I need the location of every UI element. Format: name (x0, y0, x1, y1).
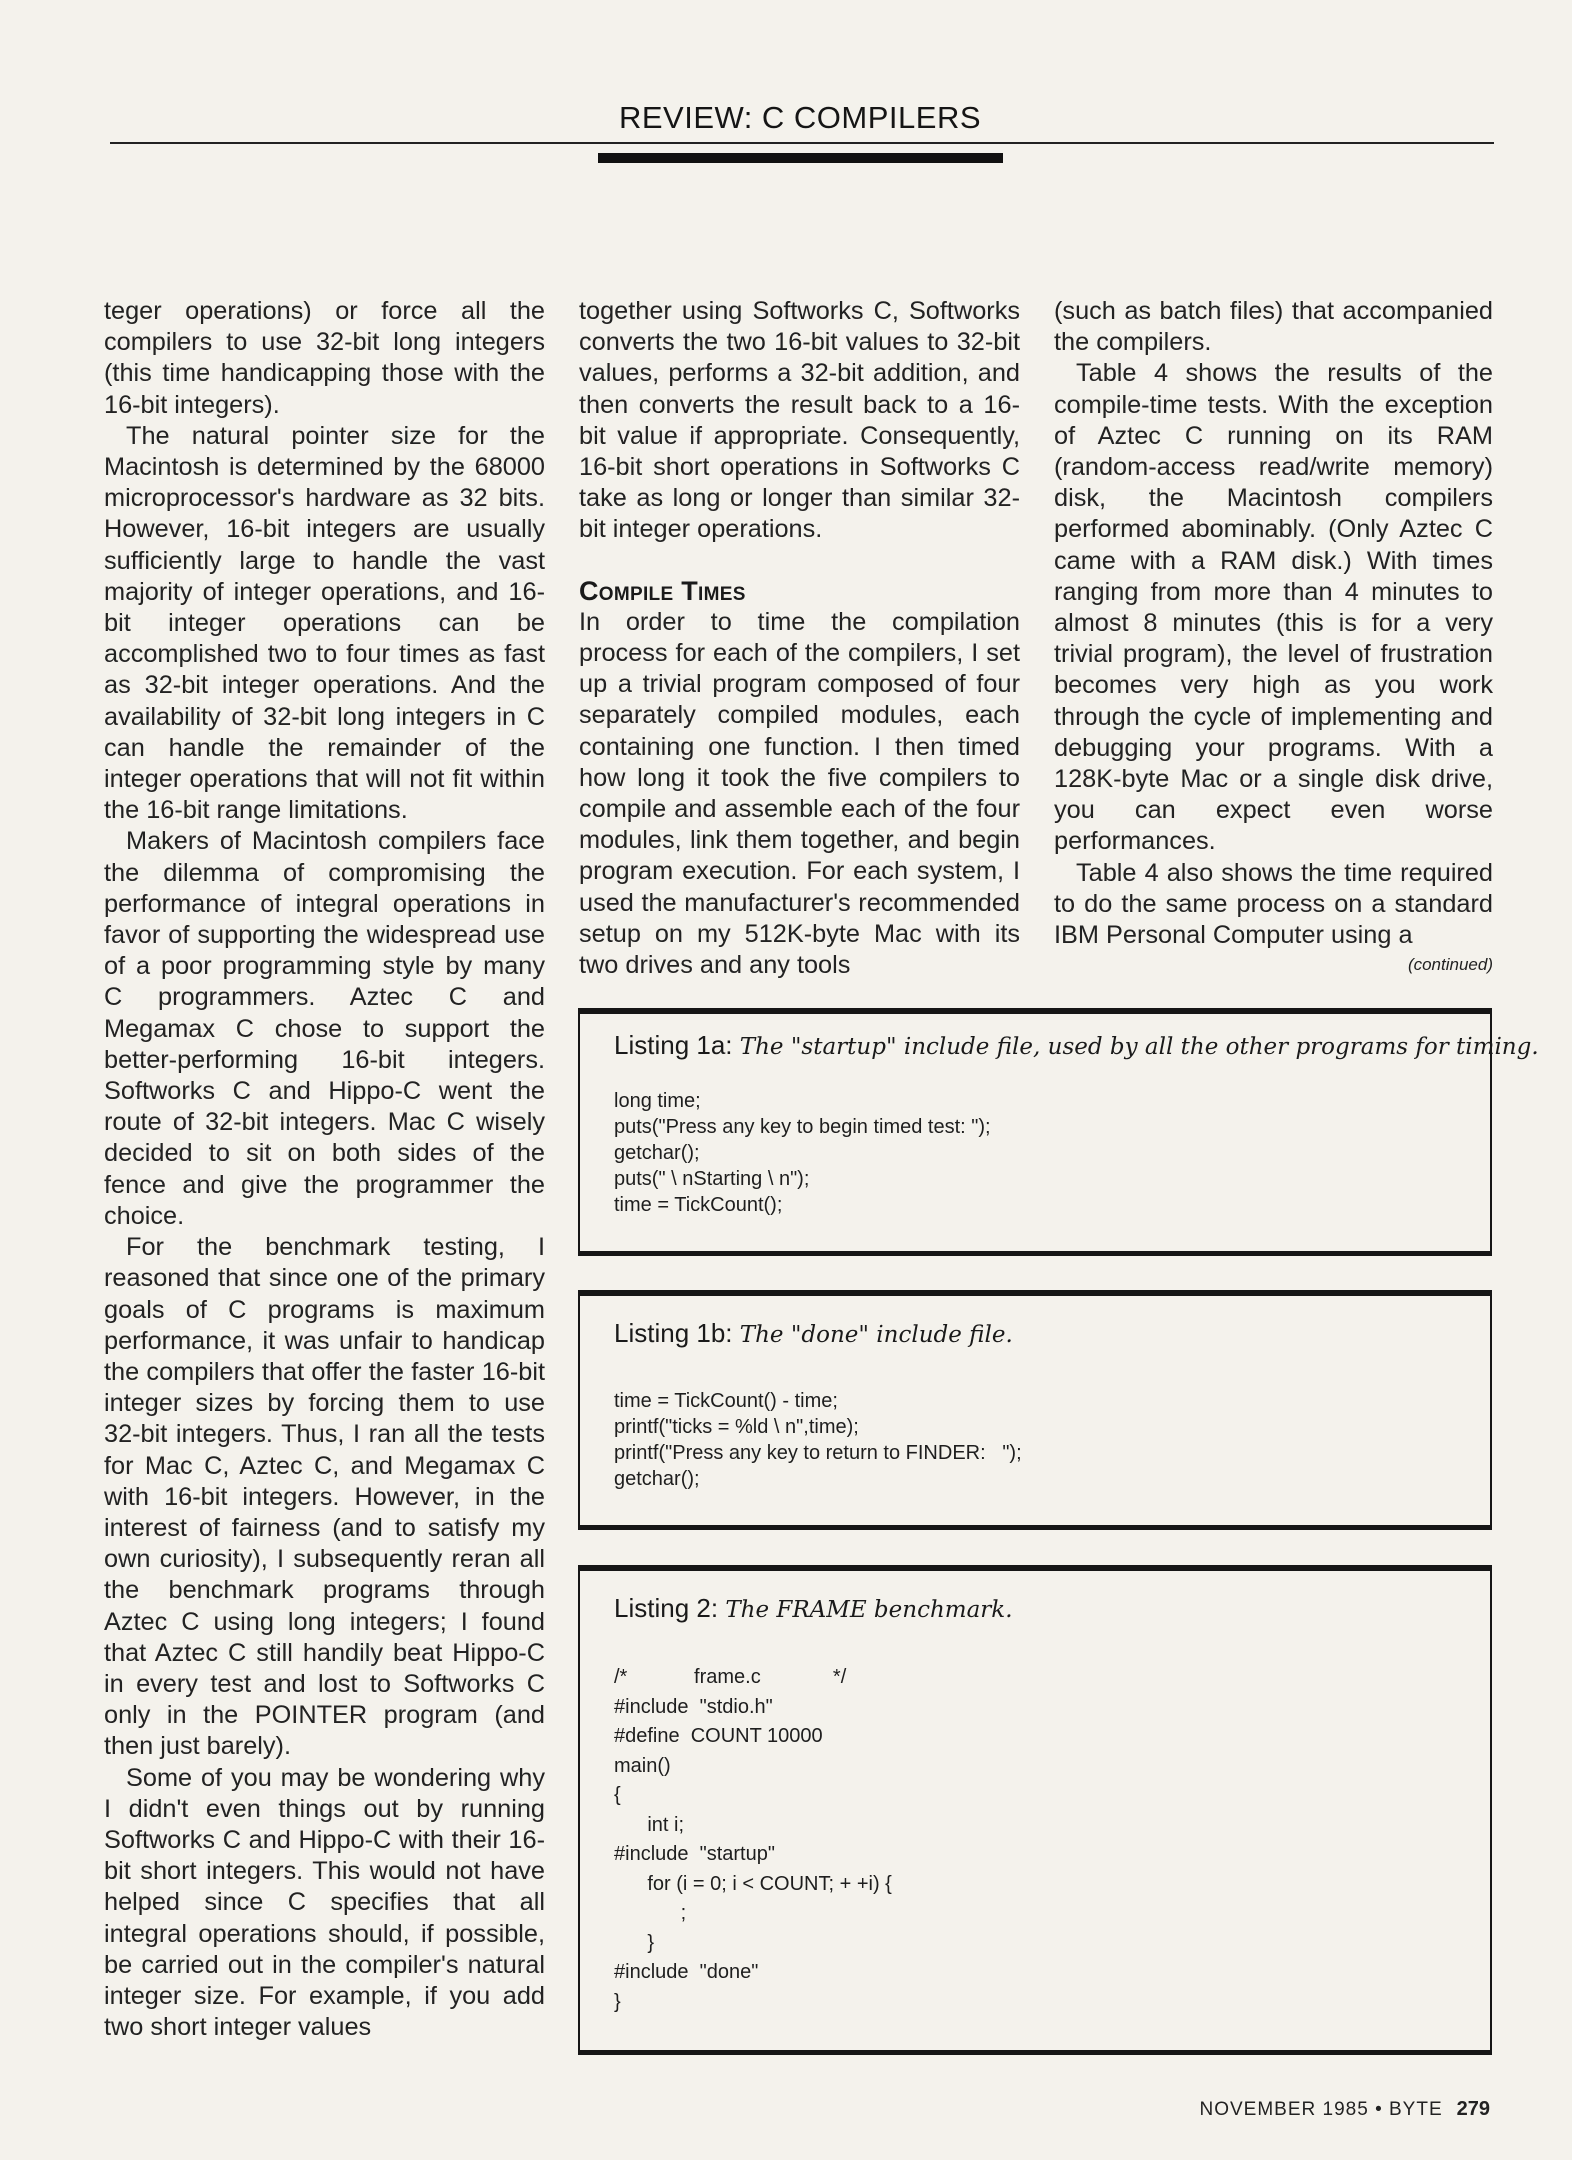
page-number: 279 (1456, 2098, 1490, 2120)
continued-note: (continued) (1407, 955, 1493, 975)
paragraph: Table 4 shows the results of the compile-time tests. With the exception of Aztec C running on its RAM (random-access read/write memory) disk, the Macintosh compilers performed abominably. (Only Aztec C came with a RAM disk.) With times ranging from more than 4 minutes to almost 8 minutes (this is for a very trivial program), the level of frustration becomes very high as you work through the cycle of implementing and debugging your programs. With a 128K-byte Mac or a single disk drive, you can expect even worse performances. (1054, 359, 1493, 856)
listing-description: The FRAME benchmark. (725, 1597, 1013, 1623)
page-footer (1200, 2098, 1491, 2121)
paragraph: The natural pointer size for the Macintosh is determined by the 68000 microprocessor's hardware as 32 bits. However, 16-bit integers are usually sufficiently large to handle the vast majority of integer operations, and 16-bit integer operations can be accomplished two to four times as fast as 32-bit integer operations. And the availability of 32-bit long integers in C can handle the remainder of the integer operations that will not fit within the 16-bit range limitations. (104, 421, 545, 825)
paragraph: Table 4 also shows the time required to do the same process on a standard IBM Personal Computer using a (1054, 858, 1493, 950)
paragraph: Makers of Macintosh compilers face the dilemma of compromising the performance of integral operations in favor of supporting the widespread use of a poor programming style by many C programmers. Aztec C and Megamax C chose to support the better-performing 16-bit integers. Softworks C and Hippo-C went the route of 32-bit integers. Mac C wisely decided to sit on both sides of the fence and give the programmer the choice. (104, 827, 545, 1230)
paragraph: together using Softworks C, Softworks converts the two 16-bit values to 32-bit values, performs a 32-bit addition, and then converts the result back to a 16-bit value if appropriate. Consequently, 16-bit short operations in Softworks C take as long or longer than similar 32-bit integer operations. (579, 297, 1020, 544)
header-bar (598, 153, 1003, 163)
page-header-title: REVIEW: C COMPILERS (618, 100, 982, 135)
article-column-1 (104, 296, 545, 2043)
paragraph: Some of you may be wondering why I didn't even things out by running Softworks C and Hippo-C with their 16-bit short integers. This would not have helped since C specifies that all integral operations should, if possible, be carried out in the compiler's natural integer size. For example, if you add two short integer values (104, 1763, 545, 2042)
listing-label: Listing 1b: (614, 1318, 733, 1348)
paragraph: For the benchmark testing, I reasoned that since one of the primary goals of C programs is maximum performance, it was unfair to handicap the compilers that offer the faster 16-bit integer sizes by forcing them to use 32-bit integers. Thus, I ran all the tests for Mac C, Aztec C, and Megamax C with 16-bit integers. However, in the interest of fairness (and to satisfy my own curiosity), I subsequently reran all the benchmark programs through Aztec C using long integers; I found that Aztec C still handily beat Hippo-C in every test and lost to Softworks C only in the POINTER program (and then just barely). (104, 1233, 545, 1761)
section-heading: Compile Times (579, 575, 746, 606)
listing-label: Listing 1a: (614, 1030, 733, 1060)
listing-code: time = TickCount() - time; printf("ticks = %ld \ n",time); printf("Press any key to return to FINDER: "); getchar(); (614, 1390, 1022, 1490)
listing-label: Listing 2: (614, 1593, 719, 1623)
article-column-2 (579, 296, 1020, 981)
listing-description: The "done" include file. (739, 1322, 1013, 1348)
listing-caption (614, 1030, 1539, 1061)
listing-caption (614, 1318, 1013, 1349)
header-rule (110, 142, 1494, 144)
listing-1a-box (578, 1008, 1539, 1256)
listing-caption (614, 1593, 1013, 1624)
listing-description: The "startup" include file, used by all the other programs for timing. (739, 1034, 1539, 1060)
issue-label: NOVEMBER 1985 • BYTE (1199, 2099, 1443, 2120)
paragraph: (such as batch files) that accompanied the compilers. (1054, 297, 1493, 357)
listing-code: /* frame.c */ #include "stdio.h" #define COUNT 10000 main() { int i; #include "startup" for (i = 0; i < COUNT; + +i) { ; } #include "done" } (614, 1666, 892, 2013)
article-column-3 (1054, 296, 1493, 977)
listing-code: long time; puts("Press any key to begin timed test: "); getchar(); puts(" \ nStarting \ n"); time = TickCount(); (614, 1090, 991, 1216)
listing-2-box (578, 1565, 1492, 2055)
paragraph: teger operations) or force all the compilers to use 32-bit long integers (this time handicapping those with the 16-bit integers). (104, 297, 545, 419)
listing-1b-box (578, 1290, 1492, 1530)
paragraph: In order to time the compilation process for each of the compilers, I set up a trivial program composed of four separately compiled modules, each containing one function. I then timed how long it took the five compilers to compile and assemble each of the four modules, link them together, and begin program execution. For each system, I used the manufacturer's recommended setup on my 512K-byte Mac with its two drives and any tools (579, 607, 1020, 980)
